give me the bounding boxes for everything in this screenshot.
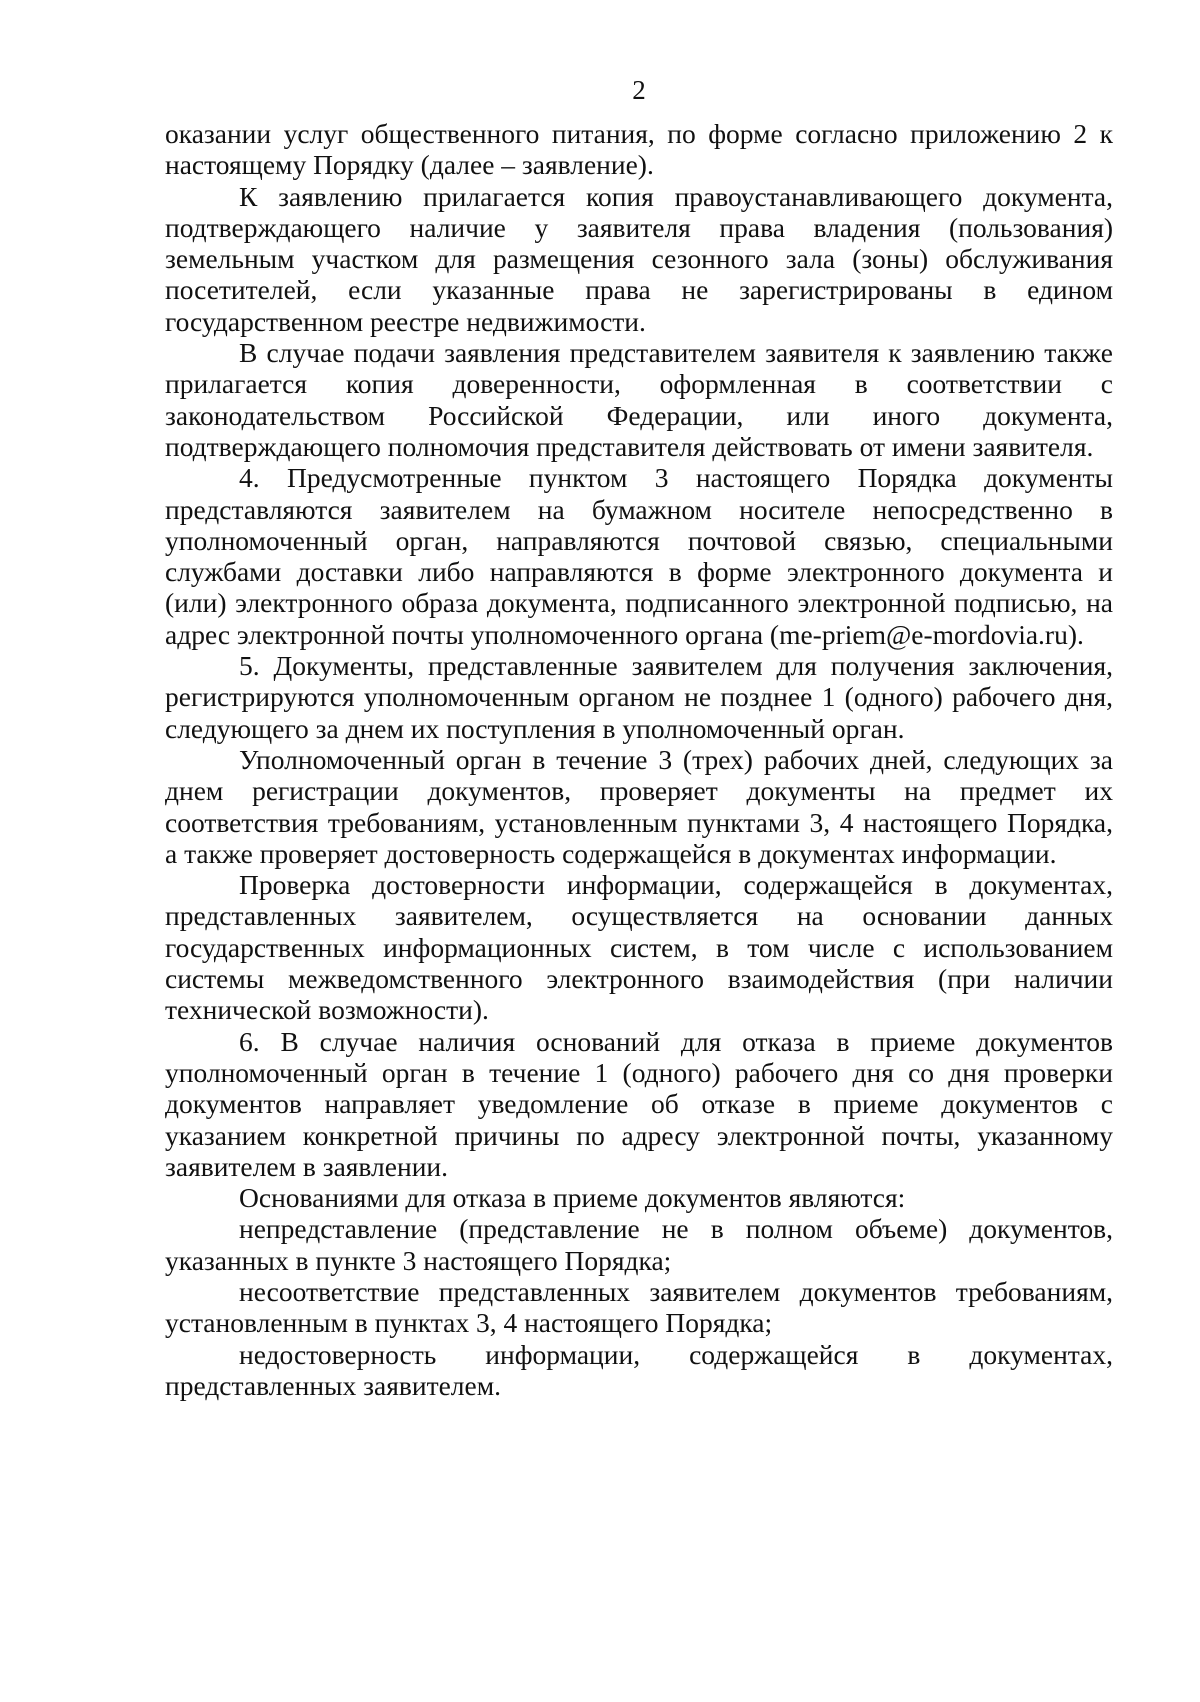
paragraph-item-4: 4. Предусмотренные пунктом 3 настоящего Порядка документы представляются заявителем на бумажном носителе непосредственно в уполномоченный орган, направляются почтовой связью, специальными службами доставки либо направляются в форме электронного документа и (или) электронного образа документа, подписанного электронной подписью, на адрес электронной почты уполномоченного органа (me-priem@e-mordovia.ru). [165,462,1113,650]
paragraph-continuation: оказании услуг общественного питания, по форме согласно приложению 2 к настоящему Порядку (далее – заявление). [165,118,1113,181]
paragraph-refusal-grounds-intro: Основаниями для отказа в приеме документов являются: [239,1182,906,1214]
paragraph-verification: Уполномоченный орган в течение 3 (трех) рабочих дней, следующих за днем регистрации документов, проверяет документы на предмет их соответствия требованиям, установленным пунктами 3, 4 настоящего Порядка, а также проверяет достоверность содержащейся в документах информации. [165,743,1113,869]
paragraph-ground-nonconformity: несоответствие представленных заявителем документов требованиям, установленным в пунктах 3, 4 настоящего Порядка; [165,1275,1113,1339]
paragraph-authenticity-check: Проверка достоверности информации, содержащейся в документах, представленных заявителем, осуществляется на основании данных государственных информационных систем, в том числе с использованием системы межведомственного электронного взаимодействия (при наличии технической возможности). [165,869,1113,1026]
paragraph-representative: В случае подачи заявления представителем заявителя к заявлению также прилагается копия доверенности, оформленная в соответствии с законодательством Российской Федерации, или иного документа, подтверждающего полномочия представителя действовать от имени заявителя. [165,337,1113,462]
paragraph-item-5: 5. Документы, представленные заявителем для получения заключения, регистрируются уполномоченным органом не позднее 1 (одного) рабочего дня, следующего за днем их поступления в уполномоченный орган. [165,650,1113,744]
paragraph-ground-incomplete: непредставление (представление не в полном объеме) документов, указанных в пункте 3 настоящего Порядка; [165,1213,1113,1276]
paragraph-ground-unreliable: недостоверность информации, содержащейся в документах, представленных заявителем. [165,1338,1113,1401]
document-page [165,70,1113,1401]
page-number: 2 [632,75,646,105]
paragraph-item-6: 6. В случае наличия оснований для отказа в приеме документов уполномоченный орган в течение 1 (одного) рабочего дня со дня проверки документов направляет уведомление об отказе в приеме документов с указанием конкретной причины по адресу электронной почты, указанному заявителем в заявлении. [165,1025,1113,1182]
paragraph-attachment-copy: К заявлению прилагается копия правоустанавливающего документа, подтверждающего наличие у заявителя права владения (пользования) земельным участком для размещения сезонного зала (зоны) обслуживания посетителей, если указанные права не зарегистрированы в едином государственном реестре недвижимости. [165,180,1113,337]
